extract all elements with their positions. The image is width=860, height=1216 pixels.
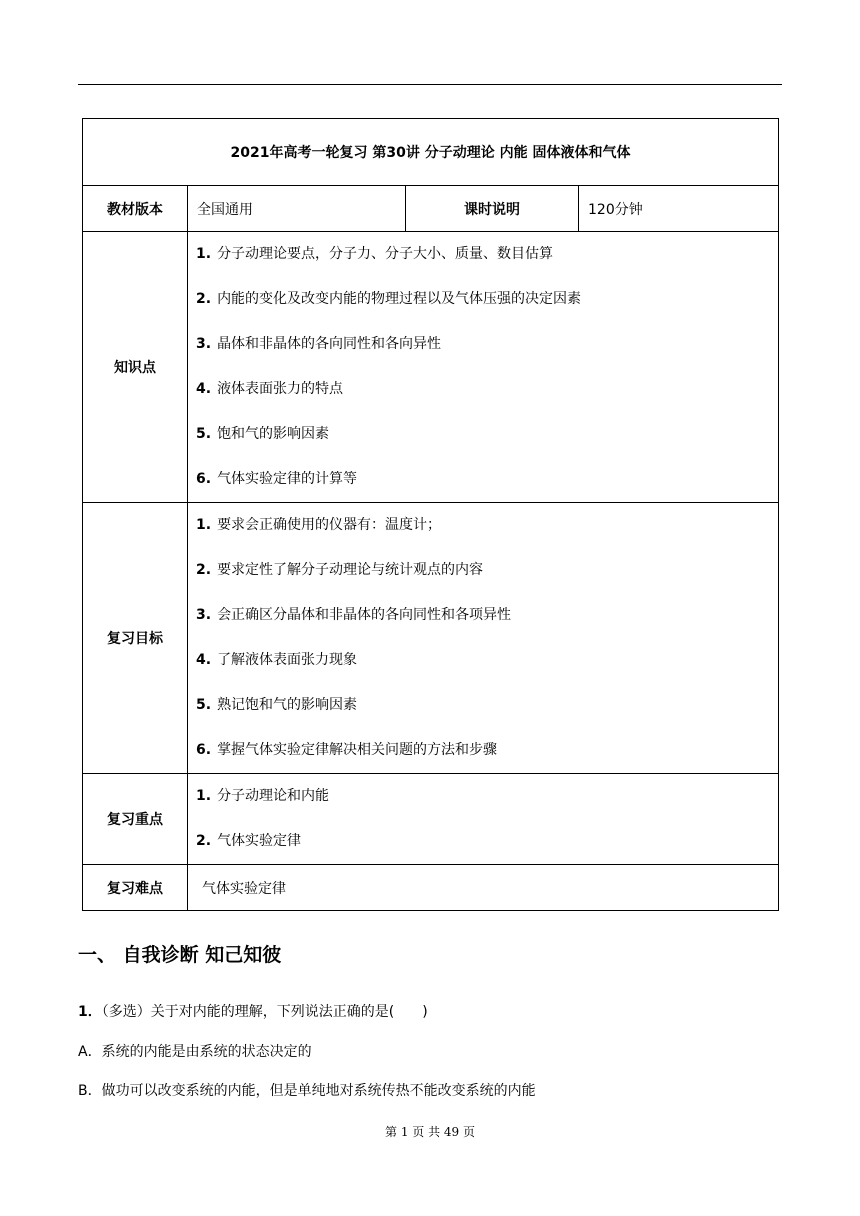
lesson-title: 2021年高考一轮复习 第30讲 分子动理论 内能 固体液体和气体: [83, 119, 779, 186]
section-heading: 一、 自我诊断 知己知彼: [78, 944, 282, 966]
list-item: 5. 熟记饱和气的影响因素: [196, 697, 358, 713]
list-item: 1. 分子动理论和内能: [196, 788, 330, 804]
list-item: 6. 气体实验定律的计算等: [196, 471, 358, 487]
list-item: 2. 要求定性了解分子动理论与统计观点的内容: [196, 562, 484, 578]
difficulty-value: 气体实验定律: [188, 865, 779, 911]
list-item: 5. 饱和气的影响因素: [196, 426, 330, 442]
focus-cell: [188, 774, 779, 865]
lesson-overview-table: [82, 118, 779, 911]
list-item: 6. 掌握气体实验定律解决相关问题的方法和步骤: [196, 742, 498, 758]
list-item: 1. 要求会正确使用的仪器有：温度计；: [196, 517, 442, 533]
question-text: （多选）关于对内能的理解，下列说法正确的是( ): [101, 1004, 428, 1020]
question-1-option-b: B．做功可以改变系统的内能，但是单纯地对系统传热不能改变系统的内能: [78, 1083, 536, 1099]
knowledge-list: [188, 232, 778, 502]
knowledge-cell: [188, 232, 779, 503]
textbook-label: 教材版本: [83, 186, 188, 232]
goals-label: 复习目标: [83, 503, 188, 774]
focus-list: [188, 774, 778, 864]
list-item: 4. 液体表面张力的特点: [196, 381, 344, 397]
knowledge-label: 知识点: [83, 232, 188, 503]
goals-cell: [188, 503, 779, 774]
list-item: 4. 了解液体表面张力现象: [196, 652, 358, 668]
list-item: 2. 气体实验定律: [196, 833, 302, 849]
question-1-option-a: A．系统的内能是由系统的状态决定的: [78, 1044, 312, 1060]
question-1-stem: [78, 1001, 428, 1021]
difficulty-label: 复习难点: [83, 865, 188, 911]
list-item: 1. 分子动理论要点，分子力、分子大小、质量、数目估算: [196, 246, 554, 262]
question-number: 1．: [78, 1004, 102, 1020]
goals-list: [188, 503, 778, 773]
list-item: 3. 会正确区分晶体和非晶体的各向同性和各项异性: [196, 607, 512, 623]
hours-value: 120分钟: [579, 186, 779, 232]
hours-label: 课时说明: [406, 186, 579, 232]
focus-label: 复习重点: [83, 774, 188, 865]
page-footer: 第 1 页 共 49 页: [385, 1125, 475, 1139]
header-rule: [78, 84, 782, 85]
textbook-value: 全国通用: [188, 186, 406, 232]
list-item: 2. 内能的变化及改变内能的物理过程以及气体压强的决定因素: [196, 291, 582, 307]
list-item: 3. 晶体和非晶体的各向同性和各向异性: [196, 336, 442, 352]
